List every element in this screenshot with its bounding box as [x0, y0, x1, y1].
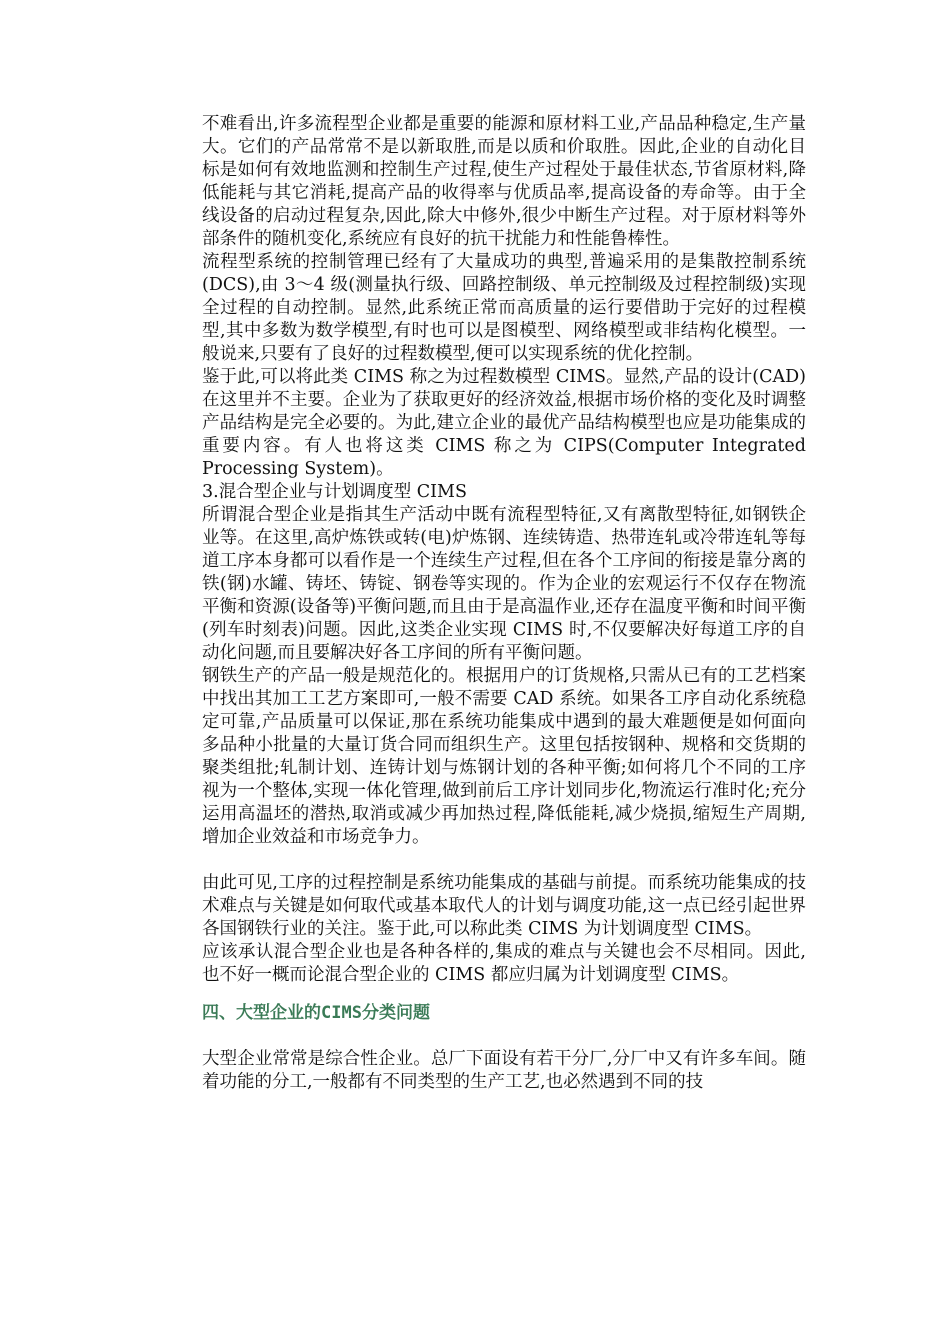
paragraph-dcs-control: 流程型系统的控制管理已经有了大量成功的典型,普遍采用的是集散控制系统(DCS),由 3～4 级(测量执行级、回路控制级、单元控制级及过程控制级)实现全过程的自动控制。显然,此系统正常而高质量的运行要借助于完好的过程模型,其中多数为数学模型,有时也可以是图模型、网络模型或非结构化模型。一般说来,只要有了良好的过程数模型,便可以实现系统的优化控制。: [202, 252, 806, 364]
paragraph-process-industry: 不难看出,许多流程型企业都是重要的能源和原材料工业,产品品种稳定,生产量大。它们的产品常常不是以新取胜,而是以质和价取胜。因此,企业的自动化目标是如何有效地监测和控制生产过程,使生产过程处于最佳状态,节省原材料,降低能耗与其它消耗,提高产品的收得率与优质品率,提高设备的寿命等。由于全线设备的启动过程复杂,因此,除大中修外,很少中断生产过程。对于原材料等外部条件的随机变化,系统应有良好的抗干扰能力和性能鲁棒性。: [202, 114, 806, 249]
paragraph-process-control-basis: 由此可见,工序的过程控制是系统功能集成的基础与前提。而系统功能集成的技术难点与关键是如何取代或基本取代人的计划与调度功能,这一点已经引起世界各国钢铁行业的关注。鉴于此,可以称此类 CIMS 为计划调度型 CIMS。: [202, 873, 806, 939]
section-heading: 四、大型企业的CIMS分类问题: [202, 1003, 430, 1023]
paragraph-mixed-enterprise: 所谓混合型企业是指其生产活动中既有流程型特征,又有离散型特征,如钢铁企业等。在这里,高炉炼铁或转(电)炉炼钢、连续铸造、热带连轧或冷带连轧等每道工序本身都可以看作是一个连续生产过程,但在各个工序间的衔接是靠分离的铁(钢)水罐、铸坯、铸锭、钢卷等实现的。作为企业的宏观运行不仅存在物流平衡和资源(设备等)平衡问题,而且由于是高温作业,还存在温度平衡和时间平衡(列车时刻表)问题。因此,这类企业实现 CIMS 时,不仅要解决好每道工序的自动化问题,而且要解决好各工序间的所有平衡问题。: [202, 505, 806, 663]
paragraph-large-enterprise: 大型企业常常是综合性企业。总厂下面设有若干分厂,分厂中又有许多车间。随着功能的分工,一般都有不同类型的生产工艺,也必然遇到不同的技: [202, 1049, 806, 1092]
subsection-title-mixed-enterprise: 3.混合型企业与计划调度型 CIMS: [202, 482, 467, 502]
paragraph-steel-production: 钢铁生产的产品一般是规范化的。根据用户的订货规格,只需从已有的工艺档案中找出其加工工艺方案即可,一般不需要 CAD 系统。如果各工序自动化系统稳定可靠,产品质量可以保证,那在系统功能集成中遇到的最大难题便是如何面向多品种小批量的大量订货合同而组织生产。这里包括按钢种、规格和交货期的聚类组批;轧制计划、连铸计划与炼钢计划的各种平衡;如何将几个不同的工序视为一个整体,实现一体化管理,做到前后工序计划同步化,物流运行准时化;充分运用高温坯的潜热,取消或减少再加热过程,降低能耗,减少烧损,缩短生产周期,增加企业效益和市场竞争力。: [202, 666, 806, 847]
paragraph-mixed-enterprise-variety: 应该承认混合型企业也是各种各样的,集成的难点与关键也会不尽相同。因此,也不好一概而论混合型企业的 CIMS 都应归属为计划调度型 CIMS。: [202, 942, 806, 985]
paragraph-process-model-cims: 鉴于此,可以将此类 CIMS 称之为过程数模型 CIMS。显然,产品的设计(CAD)在这里并不主要。企业为了获取更好的经济效益,根据市场价格的变化及时调整产品结构是完全必要的。为此,建立企业的最优产品结构模型也应是功能集成的重要内容。有人也将这类 CIMS 称之为 CIPS(Computer Integrated Processing System)。: [202, 367, 806, 479]
document-page: [202, 113, 806, 1094]
